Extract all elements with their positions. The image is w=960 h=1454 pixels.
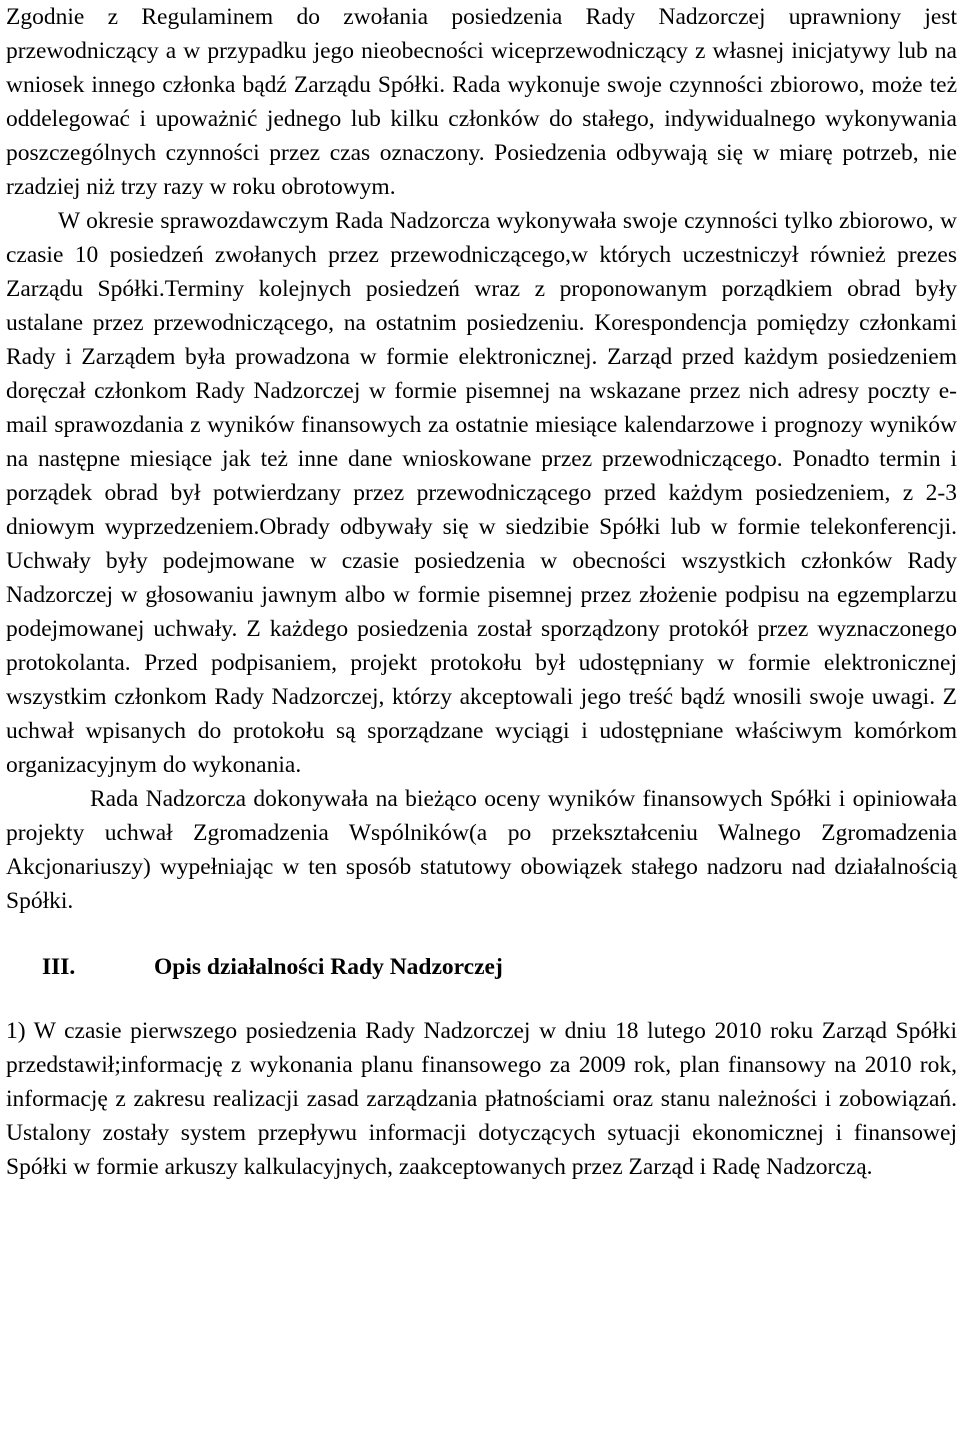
section-title: Opis działalności Rady Nadzorczej: [154, 954, 503, 980]
paragraph-first-meeting: 1) W czasie pierwszego posiedzenia Rady Nadzorczej w dniu 18 lutego 2010 roku Zarząd Spółki przedstawił;informację z wykonania planu finansowego za 2009 rok, plan finansowy na 2010 rok, informację z zakresu realizacji zasad zarządzania płatnościami oraz stanu należności i zobowiązań. Ustalony zostały system przepływu informacji dotyczących sytuacji ekonomicznej i finansowej Spółki w formie arkuszy kalkulacyjnych, zaakceptowanych przez Zarząd i Radę Nadzorczą.: [6, 1018, 957, 1180]
section-heading: [6, 950, 957, 984]
paragraph-financial-assessment: Rada Nadzorcza dokonywała na bieżąco oceny wyników finansowych Spółki i opiniowała projekty uchwał Zgromadzenia Wspólników(a po przekształceniu Walnego Zgromadzenia Akcjonariuszy) wypełniając w ten sposób statutowy obowiązek stałego nadzoru nad działalnością Spółki.: [6, 786, 957, 914]
section-number: III.: [42, 954, 76, 980]
paragraph-reporting-period: W okresie sprawozdawczym Rada Nadzorcza wykonywała swoje czynności tylko zbiorowo, w czasie 10 posiedzeń zwołanych przez przewodniczącego,w których uczestniczył również prezes Zarządu Spółki.Terminy kolejnych posiedzeń wraz z proponowanym porządkiem obrad były ustalane przez przewodniczącego, na ostatnim posiedzeniu. Korespondencja pomiędzy członkami Rady i Zarządem była prowadzona w formie elektronicznej. Zarząd przed każdym posiedzeniem doręczał członkom Rady Nadzorczej w formie pisemnej na wskazane przez nich adresy poczty e-mail sprawozdania z wyników finansowych za ostatnie miesiące kalendarzowe i prognozy wyników na następne miesiące jak też inne dane wnioskowane przez przewodniczącego. Ponadto termin i porządek obrad był potwierdzany przez przewodniczącego przed każdym posiedzeniem, z 2-3 dniowym wyprzedzeniem.Obrady odbywały się w siedzibie Spółki lub w formie telekonferencji. Uchwały były podejmowane w czasie posiedzenia w obecności wszystkich członków Rady Nadzorczej w głosowaniu jawnym albo w formie pisemnej przez złożenie podpisu na egzemplarzu podejmowanej uchwały. Z każdego posiedzenia został sporządzony protokół przez wyznaczonego protokolanta. Przed podpisaniem, projekt protokołu był udostępniany w formie elektronicznej wszystkim członkom Rady Nadzorczej, którzy akceptowali jego treść bądź wnosili swoje uwagi. Z uchwał wpisanych do protokołu są sporządzane wyciągi i udostępniane właściwym komórkom organizacyjnym do wykonania.: [6, 208, 957, 778]
paragraph-convening-rules: Zgodnie z Regulaminem do zwołania posiedzenia Rady Nadzorczej uprawniony jest przewodniczący a w przypadku jego nieobecności wiceprzewodniczący z własnej inicjatywy lub na wniosek innego członka bądź Zarządu Spółki. Rada wykonuje swoje czynności zbiorowo, może też oddelegować i upoważnić jednego lub kilku członków do stałego, indywidualnego wykonywania poszczególnych czynności przez czas oznaczony. Posiedzenia odbywają się w miarę potrzeb, nie rzadziej niż trzy razy w roku obrotowym.: [6, 4, 957, 200]
